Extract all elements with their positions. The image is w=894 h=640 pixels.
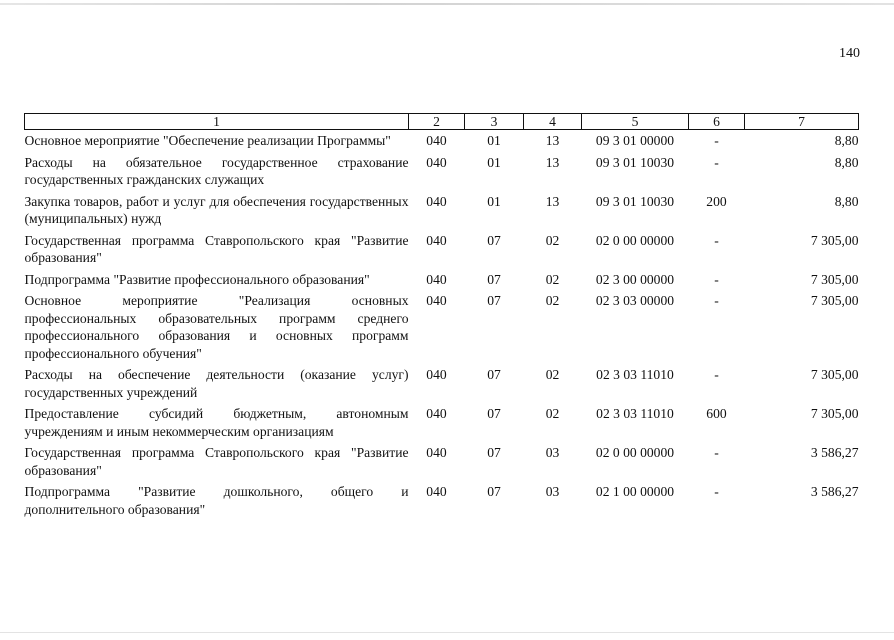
target-article-code: 02 1 00 00000 — [595, 484, 675, 499]
table-row — [25, 191, 859, 230]
column-header-3: 3 — [465, 114, 524, 130]
column-header-5: 5 — [582, 114, 689, 130]
section-code: 07 — [487, 367, 501, 382]
row-name: Расходы на обеспечение деятельности (оказание услуг) государственных учреждений — [24, 367, 409, 400]
subsection-code: 03 — [545, 484, 560, 499]
expense-type-code: 600 — [706, 406, 727, 421]
subsection-code: 13 — [545, 193, 560, 209]
amount: 7 305,00 — [810, 406, 859, 421]
expense-type-code: 200 — [706, 193, 727, 209]
table-row — [25, 269, 859, 291]
target-article-code: 02 3 00 00000 — [595, 271, 675, 287]
subsection-code: 13 — [545, 154, 560, 170]
column-header-1: 1 — [25, 114, 409, 130]
subsection-code: 13 — [545, 133, 560, 148]
table-row — [25, 290, 859, 364]
section-code: 01 — [487, 193, 501, 209]
section-code: 01 — [487, 154, 501, 170]
table-row — [25, 442, 859, 481]
subsection-code: 02 — [545, 367, 560, 382]
table-row — [25, 481, 859, 520]
ministry-code: 040 — [426, 484, 447, 499]
section-code: 07 — [487, 445, 501, 460]
amount: 7 305,00 — [810, 367, 859, 382]
expense-type-code: - — [714, 367, 719, 382]
row-name: Предоставление субсидий бюджетным, автономным учреждениям и иным некоммерческим организациям — [24, 406, 409, 439]
expense-type-code: - — [714, 154, 719, 170]
ministry-code: 040 — [426, 293, 447, 308]
section-code: 07 — [487, 232, 501, 248]
table-row — [25, 130, 859, 152]
amount: 7 305,00 — [810, 293, 859, 308]
ministry-code: 040 — [426, 193, 447, 209]
table-row — [25, 230, 859, 269]
amount: 8,80 — [834, 193, 859, 209]
ministry-code: 040 — [426, 445, 447, 460]
amount: 8,80 — [834, 133, 859, 148]
budget-table — [24, 113, 859, 520]
expense-type-code: - — [714, 232, 719, 248]
section-code: 07 — [487, 293, 501, 308]
target-article-code: 02 0 00 00000 — [595, 232, 675, 248]
ministry-code: 040 — [426, 133, 447, 148]
expense-type-code: - — [714, 133, 719, 148]
amount: 8,80 — [834, 154, 859, 170]
scan-edge-top — [0, 3, 894, 5]
column-number-header — [25, 114, 859, 130]
row-name: Государственная программа Ставропольского края "Развитие образования" — [24, 445, 409, 478]
section-code: 07 — [487, 406, 501, 421]
column-header-7: 7 — [745, 114, 859, 130]
target-article-code: 02 3 03 11010 — [596, 406, 674, 421]
row-name: Закупка товаров, работ и услуг для обеспечения государственных (муниципальных) нужд — [24, 193, 409, 226]
table-row — [25, 364, 859, 403]
section-code: 01 — [487, 133, 501, 148]
row-name: Основное мероприятие "Обеспечение реализации Программы" — [24, 133, 391, 148]
column-header-4: 4 — [524, 114, 582, 130]
column-header-6: 6 — [689, 114, 745, 130]
amount: 7 305,00 — [810, 232, 859, 248]
scan-edge-bottom — [0, 632, 894, 633]
section-code: 07 — [487, 484, 501, 499]
page-number: 140 — [839, 46, 860, 61]
target-article-code: 02 3 03 00000 — [595, 293, 675, 308]
section-code: 07 — [487, 271, 501, 287]
subsection-code: 02 — [545, 271, 560, 287]
row-name: Государственная программа Ставропольского края "Развитие образования" — [24, 232, 409, 265]
ministry-code: 040 — [426, 232, 447, 248]
amount: 7 305,00 — [810, 271, 859, 287]
target-article-code: 09 3 01 10030 — [595, 154, 675, 170]
target-article-code: 09 3 01 10030 — [595, 193, 675, 209]
row-name: Подпрограмма "Развитие профессионального образования" — [24, 271, 370, 287]
table-row — [25, 403, 859, 442]
expense-type-code: - — [714, 484, 719, 499]
target-article-code: 02 0 00 00000 — [595, 445, 675, 460]
column-header-2: 2 — [409, 114, 465, 130]
subsection-code: 02 — [545, 293, 560, 308]
amount: 3 586,27 — [810, 484, 859, 499]
expense-type-code: - — [714, 445, 719, 460]
subsection-code: 02 — [545, 406, 560, 421]
subsection-code: 03 — [545, 445, 560, 460]
ministry-code: 040 — [426, 406, 447, 421]
expense-type-code: - — [714, 293, 719, 308]
row-name: Расходы на обязательное государственное страхование государственных гражданских служащих — [24, 154, 409, 187]
ministry-code: 040 — [426, 271, 447, 287]
expense-type-code: - — [714, 271, 719, 287]
table-row — [25, 152, 859, 191]
amount: 3 586,27 — [810, 445, 859, 460]
ministry-code: 040 — [426, 367, 447, 382]
row-name: Подпрограмма "Развитие дошкольного, общего и дополнительного образования" — [24, 484, 409, 517]
ministry-code: 040 — [426, 154, 447, 170]
subsection-code: 02 — [545, 232, 560, 248]
target-article-code: 02 3 03 11010 — [596, 367, 674, 382]
row-name: Основное мероприятие "Реализация основных профессиональных образовательных программ среднего профессионального образования и основных программ профессионального обучения" — [24, 293, 409, 361]
target-article-code: 09 3 01 00000 — [595, 133, 675, 148]
